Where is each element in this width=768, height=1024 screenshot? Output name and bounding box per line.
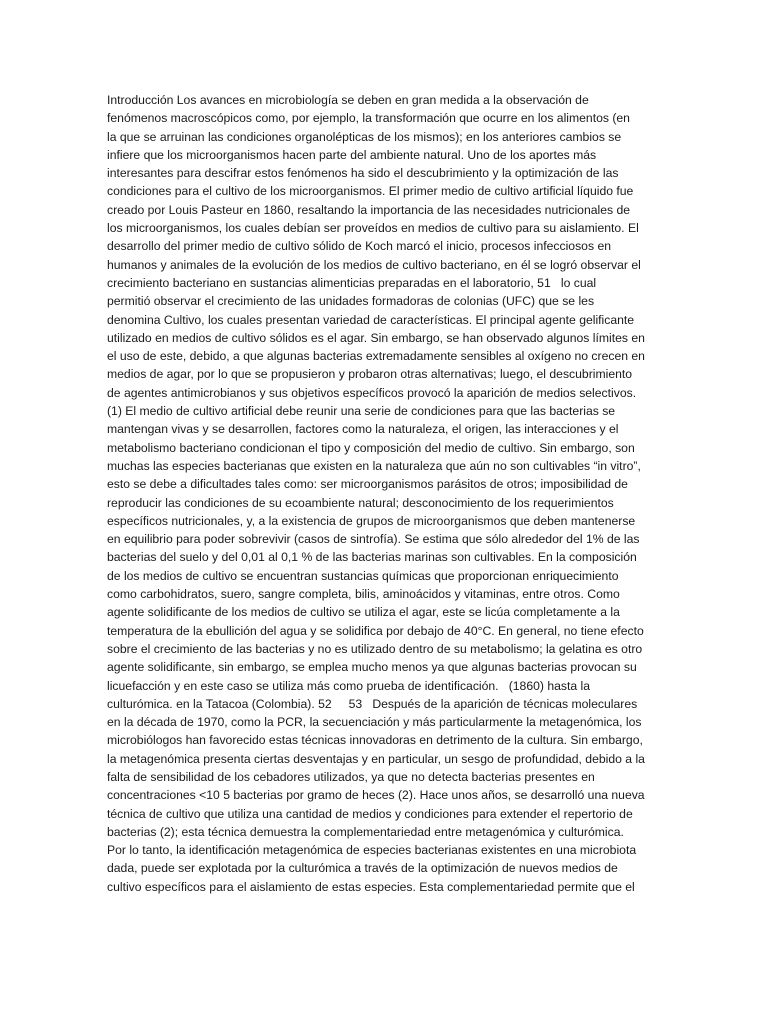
text-line: agente solidificante de los medios de cultivo se utiliza el agar, este se licúa completamente a la	[107, 605, 620, 620]
text-line: falta de sensibilidad de los cebadores utilizados, ya que no detecta bacterias presentes en	[107, 769, 595, 784]
text-line: la que se arruinan las condiciones organolépticas de los mismos); en los anteriores cambios se	[107, 129, 622, 144]
text-line: Introducción Los avances en microbiología se deben en gran medida a la observación de	[107, 93, 589, 107]
text-line: muchas las especies bacterianas que existen en la naturaleza que aún no son cultivables “in vitro”,	[107, 458, 641, 473]
text-line: sobre el crecimiento de las bacterias y no es utilizado dentro de su metabolismo; la gelatina es otro	[107, 641, 643, 656]
text-line: condiciones para el cultivo de los microorganismos. El primer medio de cultivo artificial líquido fue	[107, 184, 634, 199]
text-line: bacterias del suelo y del 0,01 al 0,1 % de las bacterias marinas son cultivables. En la composición	[107, 550, 637, 565]
text-line: concentraciones <10 5 bacterias por gramo de heces (2). Hace unos años, se desarrolló una nueva	[107, 788, 645, 803]
text-line: específicos nutricionales, y, a la existencia de grupos de microorganismos que deben mantenerse	[107, 513, 636, 528]
text-line: humanos y animales de la evolución de los medios de cultivo bacteriano, en él se logró observar el	[107, 257, 641, 272]
text-line: los microorganismos, los cuales debían ser proveídos en medios de cultivo para su aislamiento. El	[107, 221, 639, 236]
text-line: en equilibrio para poder sobrevivir (casos de sintrofía). Se estima que sólo alrededor del 1% de las	[107, 532, 640, 547]
text-line: dada, puede ser explotada por la culturómica a través de la optimización de nuevos medios de	[107, 861, 618, 876]
text-line: denomina Cultivo, los cuales presentan variedad de características. El principal agente gelificante	[107, 312, 635, 327]
text-line: de los medios de cultivo se encuentran sustancias químicas que proporcionan enriquecimiento	[107, 568, 619, 583]
text-line: cultivo específicos para el aislamiento de estas especies. Esta complementariedad permite que el	[107, 879, 635, 894]
text-line: como carbohidratos, suero, sangre completa, bilis, aminoácidos y vitaminas, entre otros. Como	[107, 587, 620, 602]
text-line: bacterias (2); esta técnica demuestra la complementariedad entre metagenómica y culturómica.	[107, 824, 624, 839]
text-line: reproducir las condiciones de su ecoambiente natural; desconocimiento de los requerimientos	[107, 495, 614, 510]
text-line: permitió observar el crecimiento de las unidades formadoras de colonias (UFC) que se les	[107, 294, 595, 309]
text-line: fenómenos macroscópicos como, por ejemplo, la transformación que ocurre en los alimentos (en	[107, 111, 630, 126]
text-line: creado por Louis Pasteur en 1860, resaltando la importancia de las necesidades nutricionales de	[107, 202, 631, 217]
text-line: en la década de 1970, como la PCR, la secuenciación y más particularmente la metagenómica, los	[107, 715, 642, 730]
text-line: desarrollo del primer medio de cultivo sólido de Koch marcó el inicio, procesos infecciosos en	[107, 239, 611, 254]
text-line: (1) El medio de cultivo artificial debe reunir una serie de condiciones para que las bacterias se	[107, 404, 616, 419]
text-line: culturómica. en la Tatacoa (Colombia). 52 53 Después de la aparición de técnicas moleculares	[107, 696, 638, 711]
text-line: esto se debe a dificultades tales como: ser microorganismos parásitos de otros; imposibilidad de	[107, 477, 628, 492]
text-line: temperatura de la ebullición del agua y se solidifica por debajo de 40°C. En general, no tiene efecto	[107, 623, 644, 638]
text-line: infiere que los microorganismos hacen parte del ambiente natural. Uno de los aportes más	[107, 147, 597, 162]
text-line: licuefacción y en este caso se utiliza más como prueba de identificación. (1860) hasta la	[107, 678, 591, 693]
text-line: el uso de este, debido, a que algunas bacterias extremadamente sensibles al oxígeno no crecen en	[107, 349, 645, 364]
body-text	[107, 91, 707, 896]
text-line: crecimiento bacteriano en sustancias alimenticias preparadas en el laboratorio, 51 lo cual	[107, 275, 597, 290]
text-line: la metagenómica presenta ciertas desventajas y en particular, un sesgo de profundidad, debido a la	[107, 751, 645, 766]
text-line: medios de agar, por lo que se propusieron y probaron otras alternativas; luego, el descubrimiento	[107, 367, 633, 382]
text-line: agente solidificante, sin embargo, se emplea mucho menos ya que algunas bacterias provocan su	[107, 660, 637, 675]
text-line: microbiólogos han favorecido estas técnicas innovadoras en detrimento de la cultura. Sin embargo,	[107, 733, 643, 748]
text-line: Por lo tanto, la identificación metagenómica de especies bacterianas existentes en una microbiota	[107, 843, 637, 858]
text-line: metabolismo bacteriano condicionan el tipo y composición del medio de cultivo. Sin embargo, son	[107, 440, 635, 455]
text-line: interesantes para descifrar estos fenómenos ha sido el descubrimiento y la optimización de las	[107, 166, 619, 181]
text-line: técnica de cultivo que utiliza una cantidad de medios y condiciones para extender el repertorio de	[107, 806, 633, 821]
text-line: mantengan vivas y se desarrollen, factores como la naturaleza, el origen, las interacciones y el	[107, 422, 619, 437]
text-line: utilizado en medios de cultivo sólidos es el agar. Sin embargo, se han observado algunos límites en	[107, 330, 645, 345]
text-line: de agentes antimicrobianos y sus objetivos específicos provocó la aparición de medios selectivos.	[107, 385, 637, 400]
